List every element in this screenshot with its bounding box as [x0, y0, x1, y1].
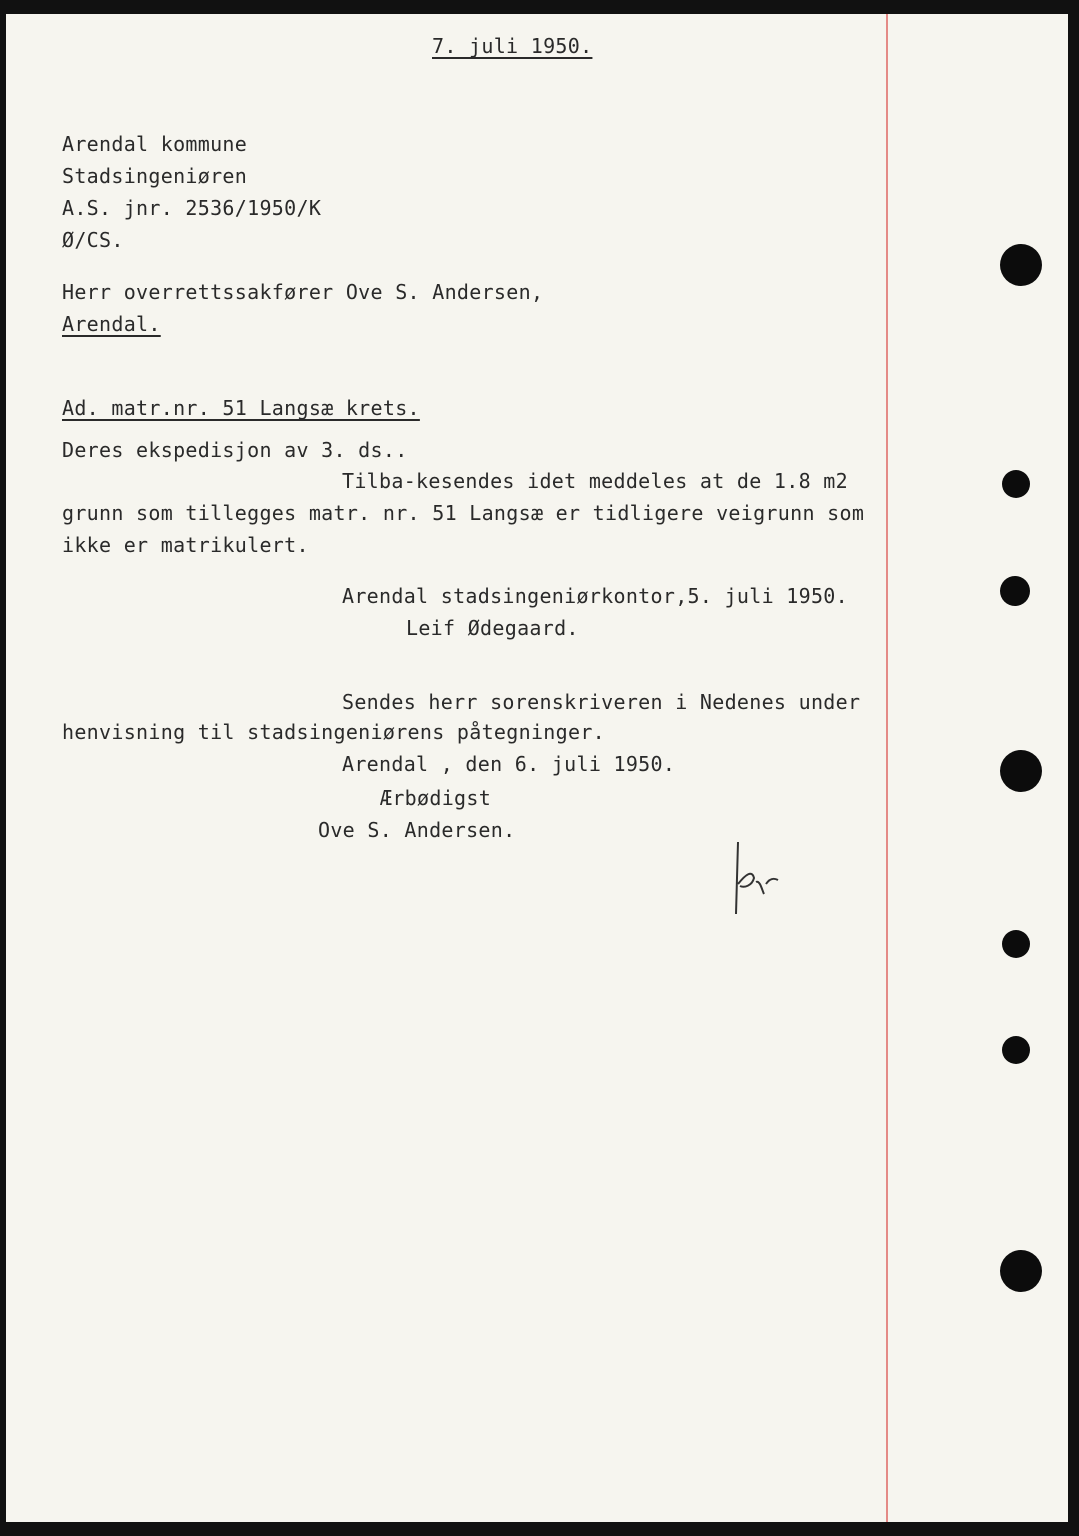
punch-hole	[1002, 470, 1030, 498]
margin-line	[886, 14, 888, 1522]
body-line-2: Tilba-kesendes idet meddeles at de 1.8 m2	[342, 469, 848, 493]
note-closing: Ærbødigst	[380, 786, 492, 810]
subject-line: Ad. matr.nr. 51 Langsæ krets.	[62, 396, 420, 420]
sender-line-1: Arendal kommune	[62, 132, 248, 156]
sender-line-2: Stadsingeniøren	[62, 164, 248, 188]
first-place-date: Arendal stadsingeniørkontor,5. juli 1950.	[342, 584, 848, 608]
punch-hole	[1000, 750, 1042, 792]
punch-hole	[1000, 244, 1042, 286]
body-line-1: Deres ekspedisjon av 3. ds..	[62, 438, 408, 462]
sender-line-4: Ø/CS.	[62, 228, 124, 252]
body-line-4: ikke er matrikulert.	[62, 533, 309, 557]
punch-hole	[1002, 1036, 1030, 1064]
punch-hole	[1000, 1250, 1042, 1292]
note-place-date: Arendal , den 6. juli 1950.	[342, 752, 676, 776]
recipient-line-2: Arendal.	[62, 312, 161, 336]
punch-hole	[1002, 930, 1030, 958]
note-signer-name: Ove S. Andersen.	[318, 818, 516, 842]
sender-line-3: A.S. jnr. 2536/1950/K	[62, 196, 322, 220]
date-header: 7. juli 1950.	[432, 34, 593, 58]
handwritten-initials	[726, 834, 796, 924]
punch-hole	[1000, 576, 1030, 606]
note-line-2: henvisning til stadsingeniørens påtegninger.	[62, 720, 606, 744]
first-signer-name: Leif Ødegaard.	[406, 616, 579, 640]
note-line-1: Sendes herr sorenskriveren i Nedenes under	[342, 690, 861, 714]
recipient-line-1: Herr overrettssakfører Ove S. Andersen,	[62, 280, 544, 304]
body-line-3: grunn som tillegges matr. nr. 51 Langsæ er tidligere veigrunn som	[62, 501, 865, 525]
document-page	[6, 14, 1068, 1522]
